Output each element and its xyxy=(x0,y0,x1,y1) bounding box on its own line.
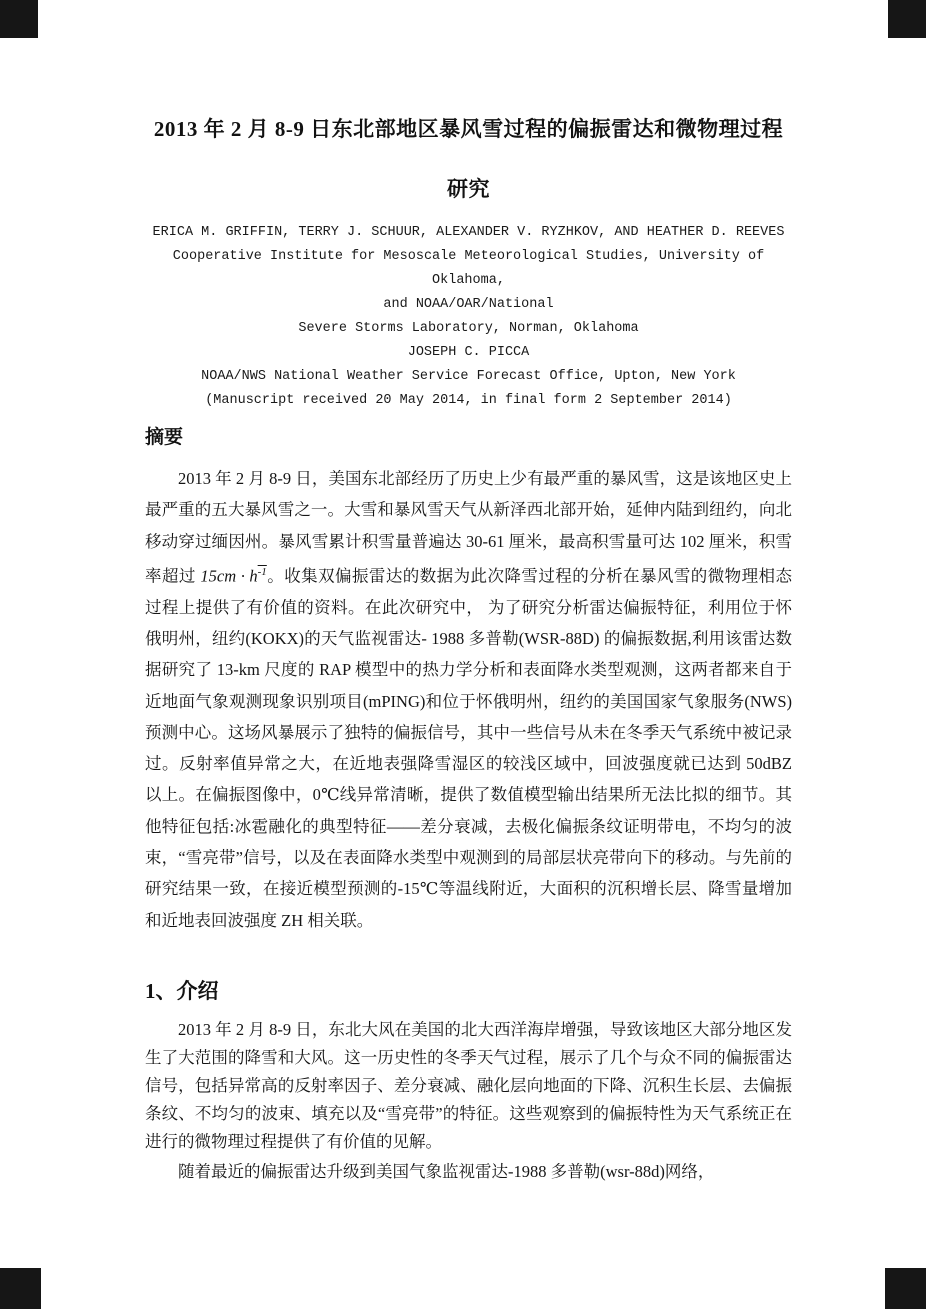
corner-mark-bottom-right xyxy=(885,1268,926,1309)
abstract-heading: 摘要 xyxy=(145,427,184,448)
byline-block xyxy=(145,221,792,413)
paper-title-line-2: 研究 xyxy=(447,177,490,201)
abstract-text-after-formula: 。收集双偏振雷达的数据为此次降雪过程的分析在暴风雪的微物理相态过程上提供了有价值的资料。在此次研究中， 为了研究分析雷达偏振特征，利用位于怀俄明州，纽约(KOKX)的天气监视雷达- 1988 多普勒(WSR-88D) 的偏振数据,利用该雷达数据研究了 13-km 尺度的 RAP 模型中的热力学分析和表面降水类型观测，这两者都来自于近地面气象观测现象识别项目(mPING)和位于怀俄明州，纽约的美国国家气象服务(NWS)预测中心。这场风暴展示了独特的偏振信号，其中一些信号从未在冬季天气系统中被记录过。反射率值异常之大，在近地表强降雪湿区的较浅区域中，回波强度就已达到 50dBZ 以上。在偏振图像中，0℃线异常清晰，提供了数值模型输出结果所无法比拟的细节。其他特征包括:冰雹融化的典型特征——差分衰减，去极化偏振条纹证明带电，不均匀的波束，“雪亮带”信号，以及在表面降水类型中观测到的局部层状亮带向下的移动。与先前的研究结果一致，在接近模型预测的-15℃等温线附近，大面积的沉积增长层、降雪量增加和近地表回波强度 ZH 相关联。 xyxy=(145,566,792,930)
intro-paragraph-2: 随着最近的偏振雷达升级到美国气象监视雷达-1988 多普勒(wsr-88d)网络， xyxy=(178,1161,715,1181)
manuscript-received-note: (Manuscript received 20 May 2014, in final form 2 September 2014) xyxy=(205,393,732,408)
snow-rate-formula-exponent: -1 xyxy=(257,565,267,578)
corner-mark-bottom-left xyxy=(0,1268,41,1309)
author-2-line: JOSEPH C. PICCA xyxy=(407,345,530,360)
paper-title-line-1: 2013 年 2 月 8-9 日东北部地区暴风雪过程的偏振雷达和微物理过程 xyxy=(153,117,784,141)
affiliation-line-3: Severe Storms Laboratory, Norman, Oklahoma xyxy=(298,321,639,336)
abstract-text-before-formula: 2013 年 2 月 8-9 日，美国东北部经历了历史上少有最严重的暴风雪，这是该地区史上最严重的五大暴风雪之一。大雪和暴风雪天气从新泽西北部开始，延伸内陆到纽约，向北移动穿过缅因州。暴风雪累计积雪量普遍达 30-61 厘米，最高积雪量可达 102 厘米，积雪率超过 xyxy=(145,469,792,586)
intro-paragraph-1: 2013 年 2 月 8-9 日，东北大风在美国的北大西洋海岸增强，导致该地区大部分地区发生了大范围的降雪和大风。这一历史性的冬季天气过程，展示了几个与众不同的偏振雷达信号，包括异常高的反射率因子、差分衰减、融化层向地面的下降、沉积生长层、去偏振条纹、不均匀的波束、填充以及“雪亮带”的特征。这些观察到的偏振特性为天气系统正在进行的微物理过程提供了有价值的见解。 xyxy=(145,1019,792,1151)
section-1-heading: 1、介绍 xyxy=(145,978,219,1003)
abstract-paragraph xyxy=(145,463,792,936)
affiliation-line-1: Cooperative Institute for Mesoscale Meteorological Studies, University of Oklahoma, xyxy=(172,249,765,288)
paper-title xyxy=(145,99,792,219)
affiliation-2-line: NOAA/NWS National Weather Service Forecast Office, Upton, New York xyxy=(201,369,736,384)
snow-rate-formula: 15cm · h xyxy=(200,566,258,586)
affiliation-line-2: and NOAA/OAR/National xyxy=(383,297,554,312)
authors-line: ERICA M. GRIFFIN, TERRY J. SCHUUR, ALEXANDER V. RYZHKOV, AND HEATHER D. REEVES xyxy=(152,225,785,240)
